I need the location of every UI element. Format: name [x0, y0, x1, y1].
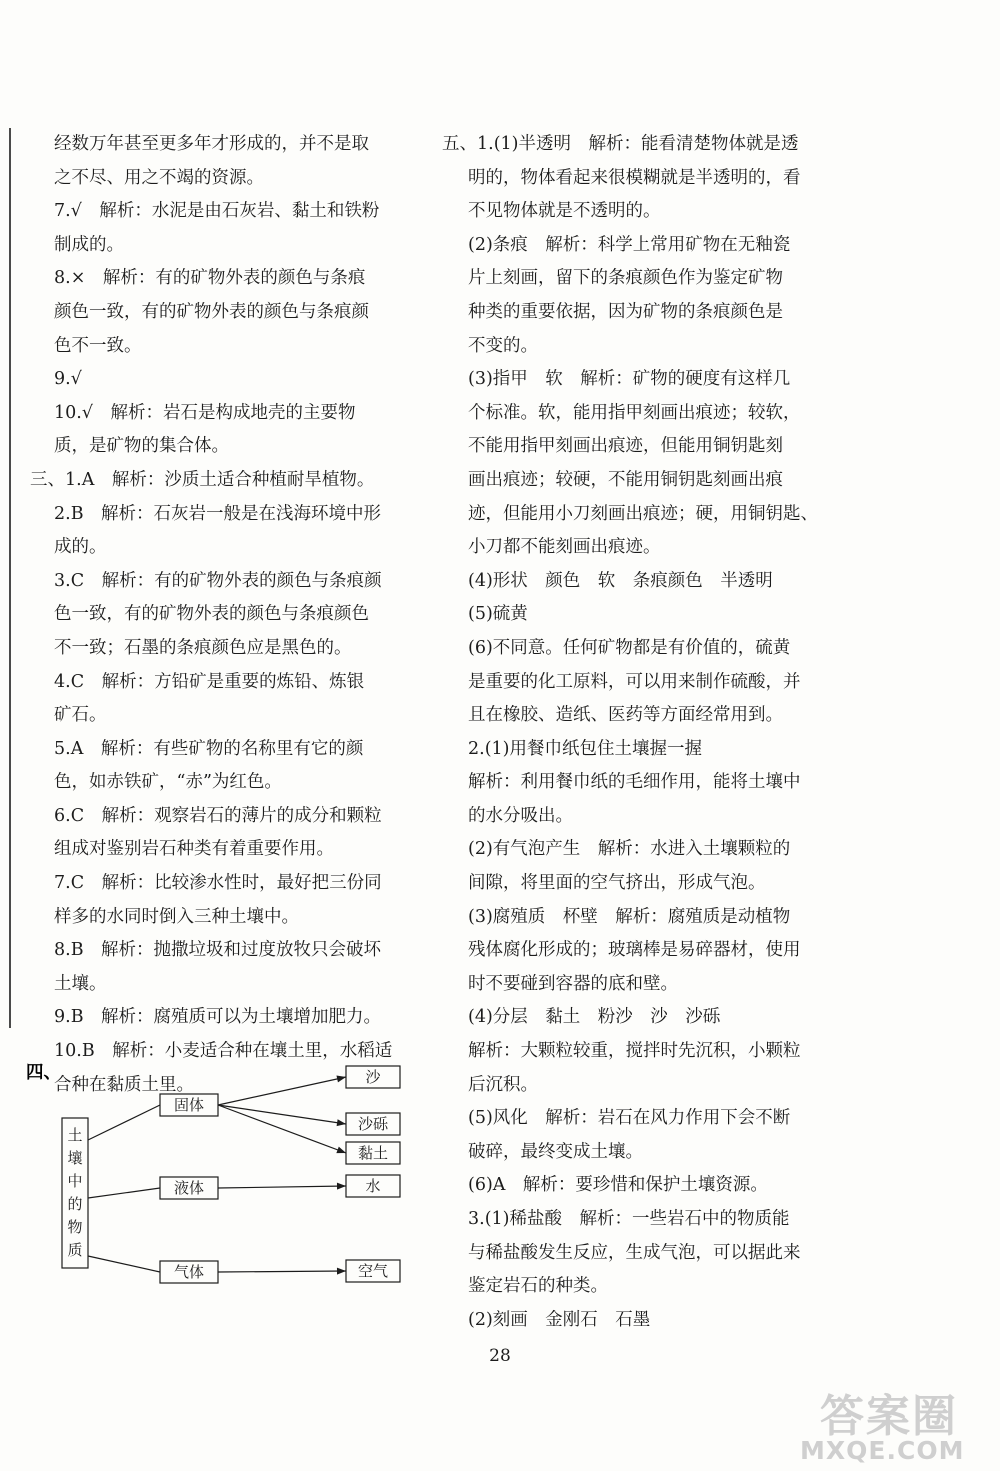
text-line: 4.C 解析：方铅矿是重要的炼铅、炼银 [54, 671, 365, 692]
text-line: 组成对鉴别岩石种类有着重要作用。 [54, 839, 334, 860]
text-line: (4)形状 颜色 软 条痕颜色 半透明 [468, 570, 773, 591]
text-line: (2)有气泡产生 解析：水进入土壤颗粒的 [468, 839, 791, 860]
leaf-label: 黏土 [357, 1144, 389, 1162]
text-line: (2)条痕 解析：科学上常用矿物在无釉瓷 [468, 234, 791, 255]
text-line: 5.A 解析：有些矿物的名称里有它的颜 [54, 738, 364, 759]
text-line: 颜色一致，有的矿物外表的颜色与条痕颜 [54, 301, 369, 322]
text-line: 解析：利用餐巾纸的毛细作用，能将土壤中 [468, 772, 801, 793]
text-line: 破碎，最终变成土壤。 [468, 1141, 643, 1162]
section-four-label: 四、 [26, 1063, 61, 1083]
arrow-head [337, 1119, 346, 1126]
text-line: (6)A 解析：要珍惜和保护土壤资源。 [468, 1175, 768, 1196]
page-number: 28 [489, 1346, 511, 1366]
category-label: 固体 [173, 1096, 205, 1114]
arrow-line [218, 1105, 346, 1153]
text-line: 10.B 解析：小麦适合种在壤土里，水稻适 [54, 1041, 393, 1062]
connector-line [88, 1256, 160, 1272]
text-line: 片上刻画，留下的条痕颜色作为鉴定矿物 [468, 268, 783, 289]
text-line: 8.× 解析：有的矿物外表的颜色与条痕 [54, 268, 366, 289]
text-line: 残体腐化形成的；玻璃棒是易碎器材，使用 [468, 940, 801, 961]
arrow-head [337, 1268, 346, 1275]
arrow-line [218, 1105, 346, 1124]
text-line: 鉴定岩石的种类。 [468, 1276, 608, 1297]
arrow-head [337, 1183, 346, 1190]
text-line: 的水分吸出。 [468, 805, 573, 826]
leaf-label: 水 [365, 1177, 381, 1195]
text-line: (6)不同意。任何矿物都是有价值的，硫黄 [468, 637, 791, 658]
right-column [442, 128, 878, 1337]
text-line: 成的。 [54, 537, 107, 558]
root-label: 土壤中的物质 [67, 1126, 83, 1259]
text-line: (2)刻画 金刚石 石墨 [468, 1309, 651, 1330]
text-line: 8.B 解析：抛撒垃圾和过度放牧只会破坏 [54, 940, 382, 961]
text-line: 样多的水同时倒入三种土壤中。 [54, 906, 299, 927]
arrow-line [218, 1186, 346, 1188]
text-line: 合种在黏质土里。 [54, 1074, 194, 1095]
text-line: 与稀盐酸发生反应，生成气泡，可以据此来 [468, 1242, 801, 1263]
category-label: 液体 [173, 1179, 205, 1197]
text-line: 3.C 解析：有的矿物外表的颜色与条痕颜 [54, 570, 382, 591]
connector-line [88, 1105, 160, 1140]
text-line: 色，如赤铁矿，“赤”为红色。 [54, 772, 282, 793]
text-line: 时不要碰到容器的底和壁。 [468, 973, 678, 994]
column-rule [9, 128, 11, 1028]
text-line: 经数万年甚至更多年才形成的，并不是取 [54, 134, 369, 154]
text-line: 解析：大颗粒较重，搅拌时先沉积，小颗粒 [468, 1041, 801, 1062]
text-line: 色一致，有的矿物外表的颜色与条痕颜色 [54, 604, 369, 625]
text-line: 9.√ [54, 369, 82, 390]
text-line: 且在橡胶、造纸、医药等方面经常用到。 [468, 705, 783, 726]
watermark-logo [800, 1380, 990, 1468]
watermark-text: 答案圈 [820, 1391, 958, 1442]
soil-substances-diagram [26, 1056, 440, 1291]
arrow-line [218, 1077, 346, 1105]
text-line: 是重要的化工原料，可以用来制作硫酸，并 [468, 671, 801, 692]
text-line: 10.√ 解析：岩石是构成地壳的主要物 [54, 402, 356, 423]
text-line: 之不尽、用之不竭的资源。 [54, 167, 264, 188]
leaf-label: 沙砾 [357, 1115, 389, 1133]
category-label: 气体 [173, 1263, 205, 1281]
watermark-url: MXQE.COM [800, 1436, 965, 1465]
connector-line [88, 1188, 160, 1198]
text-line: 色不一致。 [54, 335, 142, 356]
text-line: 迹，但能用小刀刻画出痕迹；硬，用铜钥匙、 [468, 503, 818, 524]
text-line: 不能用指甲刻画出痕迹，但能用铜钥匙刻 [468, 436, 783, 457]
arrow-head [336, 1147, 346, 1154]
text-line: 矿石。 [54, 705, 107, 726]
text-line: 7.C 解析：比较渗水性时，最好把三份同 [54, 873, 382, 894]
text-line: 个标准。软，能用指甲刻画出痕迹；较软， [468, 402, 801, 423]
text-line: 7.√ 解析：水泥是由石灰岩、黏土和铁粉 [54, 201, 380, 222]
text-line: (5)硫黄 [468, 604, 528, 625]
arrow-line [218, 1271, 346, 1272]
text-line: (5)风化 解析：岩石在风力作用下会不断 [468, 1108, 791, 1129]
text-line: 不变的。 [468, 335, 538, 356]
text-line: 画出痕迹；较硬，不能用铜钥匙刻画出痕 [468, 469, 783, 490]
text-line: 9.B 解析：腐殖质可以为土壤增加肥力。 [54, 1007, 382, 1028]
arrow-head [336, 1076, 346, 1083]
diagram-svg [26, 1056, 440, 1291]
text-line: (3)腐殖质 杯壁 解析：腐殖质是动植物 [468, 906, 791, 927]
text-line: 质，是矿物的集合体。 [54, 436, 229, 457]
text-line: 制成的。 [54, 234, 124, 255]
text-line: 小刀都不能刻画出痕迹。 [468, 537, 661, 558]
text-line: 后沉积。 [468, 1074, 538, 1095]
text-line: 种类的重要依据，因为矿物的条痕颜色是 [468, 301, 783, 322]
text-line: 2.B 解析：石灰岩一般是在浅海环境中形 [54, 503, 382, 524]
text-line: 土壤。 [54, 973, 107, 994]
text-line: 间隙，将里面的空气挤出，形成气泡。 [468, 873, 766, 894]
text-line: 三、1.A 解析：沙质土适合种植耐旱植物。 [30, 469, 375, 490]
text-line: 五、1.(1)半透明 解析：能看清楚物体就是透 [442, 134, 799, 154]
text-line: (3)指甲 软 解析：矿物的硬度有这样几 [468, 369, 791, 390]
text-line: 不一致；石墨的条痕颜色应是黑色的。 [54, 637, 352, 658]
text-line: 6.C 解析：观察岩石的薄片的成分和颗粒 [54, 805, 382, 826]
leaf-label: 沙 [365, 1068, 381, 1086]
left-column [30, 128, 442, 1102]
text-line: 明的，物体看起来很模糊就是半透明的，看 [468, 167, 801, 188]
text-line: 3.(1)稀盐酸 解析：一些岩石中的物质能 [468, 1209, 790, 1229]
text-line: 不见物体就是不透明的。 [468, 201, 661, 222]
text-line: (4)分层 黏土 粉沙 沙 沙砾 [468, 1007, 721, 1028]
leaf-label: 空气 [357, 1262, 389, 1280]
text-line: 2.(1)用餐巾纸包住土壤握一握 [468, 738, 702, 759]
